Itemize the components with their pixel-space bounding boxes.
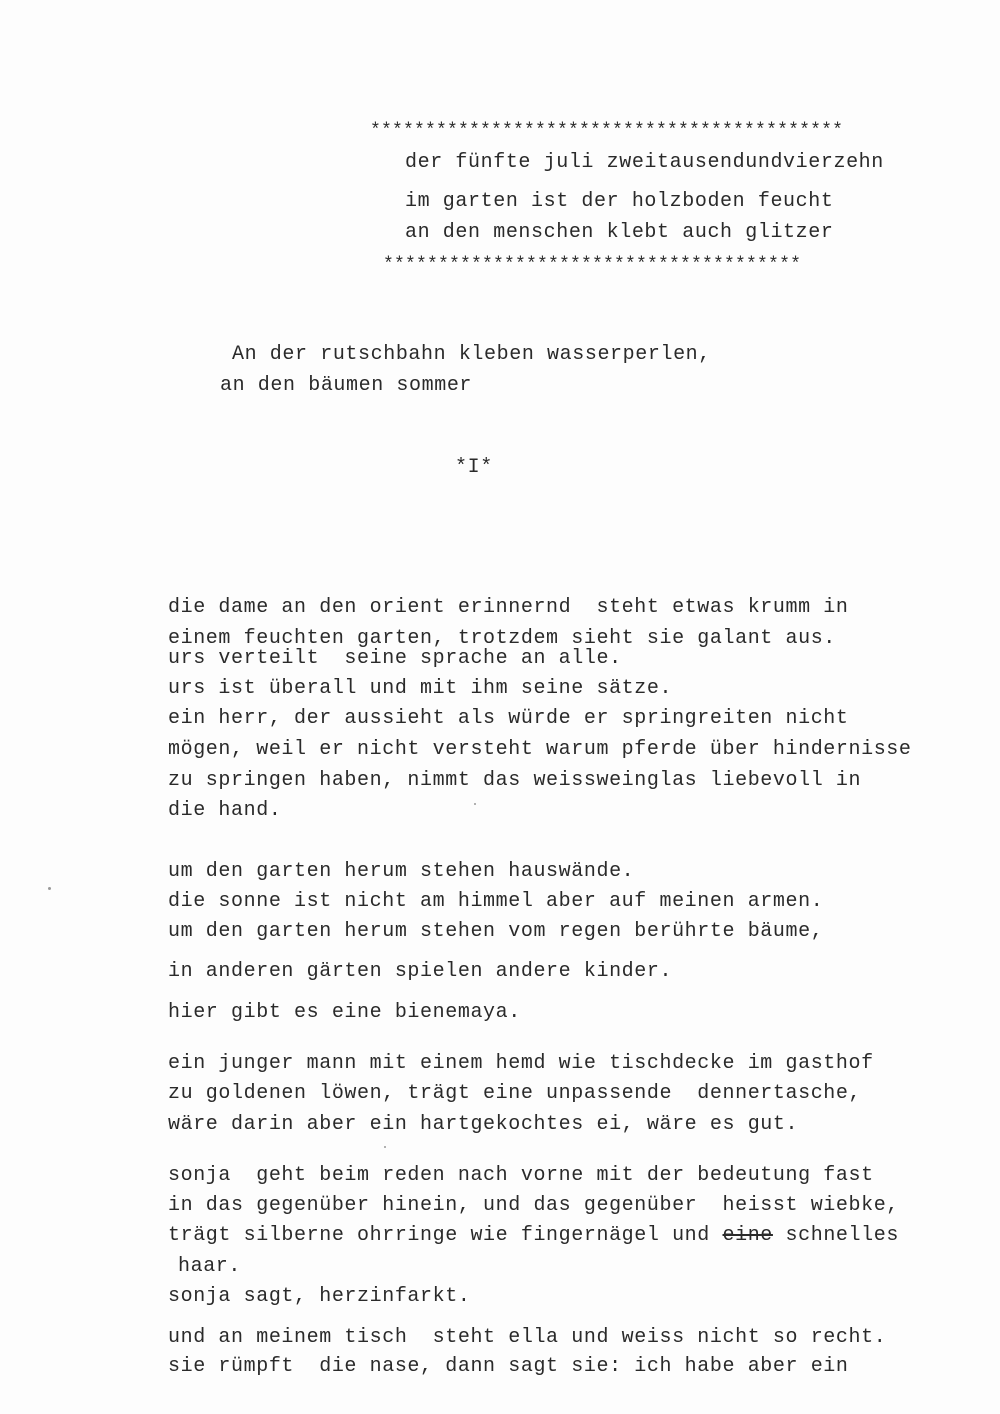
struck-word: eine [722, 1224, 773, 1247]
text-segment: trägt silberne ohrringe wie fingernägel und [168, 1224, 723, 1247]
text-line: sonja sagt, herzinfarkt. [168, 1285, 471, 1308]
text-line: urs ist überall und mit ihm seine sätze. [168, 677, 673, 700]
text-line: in das gegenüber hinein, und das gegenüber heisst wiebke, [168, 1194, 899, 1217]
intro-line-2: an den bäumen sommer [220, 374, 473, 397]
ink-speck [384, 1146, 386, 1148]
text-line: um den garten herum stehen hauswände. [168, 860, 635, 883]
text-line: urs verteilt seine sprache an alle. [168, 647, 622, 670]
header-line-2: im garten ist der holzboden feucht [405, 190, 834, 213]
header-line-1: der fünfte juli zweitausendundvierzehn [405, 151, 884, 174]
text-line: sonja geht beim reden nach vorne mit der bedeutung fast [168, 1164, 874, 1187]
header-stars-bottom: ************************************** [383, 255, 802, 275]
text-line: zu springen haben, nimmt das weissweinglas liebevoll in [168, 769, 862, 792]
text-line: mögen, weil er nicht versteht warum pferde über hindernisse [168, 738, 912, 761]
text-line [168, 1224, 899, 1248]
header-line-3: an den menschen klebt auch glitzer [405, 221, 834, 244]
text-line: sie rümpft die nase, dann sagt sie: ich habe aber ein [168, 1355, 849, 1378]
section-marker: *I* [455, 456, 493, 479]
intro-line-1: An der rutschbahn kleben wasserperlen, [232, 343, 711, 366]
text-line: die sonne ist nicht am himmel aber auf meinen armen. [168, 890, 824, 913]
text-line: die dame an den orient erinnernd steht etwas krumm in [168, 596, 849, 619]
text-line: ein herr, der aussieht als würde er springreiten nicht [168, 707, 849, 730]
text-segment: schnelles [772, 1224, 899, 1247]
text-line: hier gibt es eine bienemaya. [168, 1001, 521, 1024]
text-line: die hand. [168, 799, 282, 822]
text-line: in anderen gärten spielen andere kinder. [168, 960, 673, 983]
text-line: um den garten herum stehen vom regen berührte bäume, [168, 920, 824, 943]
text-line: und an meinem tisch steht ella und weiss nicht so recht. [168, 1326, 887, 1349]
text-line: haar. [178, 1255, 242, 1278]
header-stars-top: ******************************************* [370, 121, 844, 141]
ink-speck [474, 803, 476, 805]
ink-speck [48, 887, 51, 890]
text-line: wäre darin aber ein hartgekochtes ei, wäre es gut. [168, 1113, 799, 1136]
text-line: ein junger mann mit einem hemd wie tischdecke im gasthof [168, 1052, 874, 1075]
text-line: zu goldenen löwen, trägt eine unpassende dennertasche, [168, 1082, 862, 1105]
text-line: einem feuchten garten, trotzdem sieht sie galant aus. [168, 627, 836, 650]
